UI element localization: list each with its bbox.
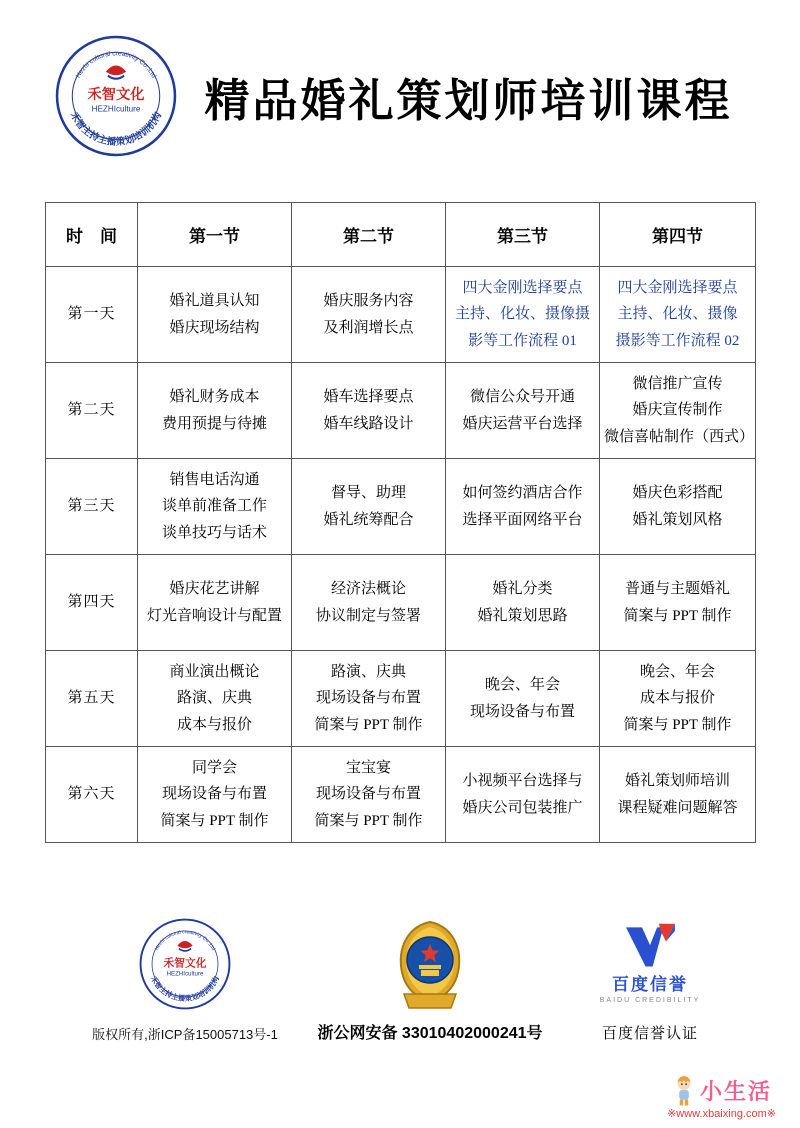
course-cell	[600, 459, 756, 555]
course-line: 婚礼策划风格	[632, 511, 723, 528]
logo-name-cn: 禾智文化	[163, 957, 207, 970]
course-line: 简案与 PPT 制作	[314, 812, 423, 829]
course-cell	[292, 267, 446, 363]
course-line: 现场设备与布置	[315, 690, 421, 707]
course-line: 谈单技巧与话术	[161, 524, 267, 541]
mascot-icon	[671, 1074, 697, 1106]
day-label: 第六天	[46, 747, 138, 843]
course-line: 课程疑难问题解答	[617, 799, 738, 816]
course-line: 商业演出概论	[169, 664, 260, 681]
table-row	[46, 747, 756, 843]
course-cell	[292, 651, 446, 747]
course-line: 谈单前准备工作	[161, 498, 267, 515]
logo-ring-text-bottom: 禾智主持主播策划培训机构	[148, 974, 222, 1003]
course-line: 现场设备与布置	[469, 703, 575, 720]
baidu-cert-text: 百度信誉认证	[601, 1025, 698, 1042]
course-table	[45, 202, 756, 843]
table-row	[46, 651, 756, 747]
course-line: 主持、化妆、摄像	[617, 306, 738, 323]
course-line: 成本与报价	[176, 716, 252, 733]
course-cell	[292, 363, 446, 459]
day-label: 第三天	[46, 459, 138, 555]
icp-copyright-text: 版权所有,浙ICP备15005713号-1	[92, 1027, 278, 1042]
course-line: 婚庆公司包装推广	[462, 799, 583, 816]
course-line: 婚庆花艺讲解	[169, 581, 260, 598]
course-cell	[446, 555, 600, 651]
course-line: 微信推广宣传	[632, 376, 723, 393]
course-line: 婚庆运营平台选择	[462, 415, 583, 432]
course-cell	[446, 651, 600, 747]
course-cell	[138, 363, 292, 459]
company-logo-icon	[139, 918, 231, 1010]
course-line: 婚礼策划师培训	[624, 773, 730, 790]
page-footer	[0, 918, 800, 1043]
course-line: 经济法概论	[330, 581, 406, 598]
course-cell	[446, 459, 600, 555]
col-header-section3: 第三节	[446, 203, 600, 267]
col-header-section2: 第二节	[292, 203, 446, 267]
col-header-time: 时 间	[46, 203, 138, 267]
table-row	[46, 555, 756, 651]
table-header-row	[46, 203, 756, 267]
footer-police-block	[305, 918, 555, 1043]
course-line: 简案与 PPT 制作	[160, 812, 269, 829]
course-line: 现场设备与布置	[315, 786, 421, 803]
logo-name-en: HEZHIculture	[166, 970, 204, 978]
course-line: 选择平面网络平台	[462, 511, 583, 528]
course-line: 婚礼道具认知	[169, 293, 260, 310]
course-line: 如何签约酒店合作	[462, 485, 583, 502]
logo-ring-text-top: Hezhi cultural creativity Co.,Ltd	[74, 50, 158, 80]
course-line: 协议制定与签署	[315, 607, 421, 624]
table-row	[46, 267, 756, 363]
course-line: 婚礼分类	[492, 581, 553, 598]
course-line: 现场设备与布置	[161, 786, 267, 803]
course-line: 婚庆色彩搭配	[632, 485, 723, 502]
page-header	[0, 35, 800, 157]
police-filing-text: 浙公网安备 33010402000241号	[317, 1025, 543, 1042]
watermark-site-name: 小生活	[700, 1078, 773, 1104]
day-label: 第一天	[46, 267, 138, 363]
course-line: 四大金刚选择要点	[462, 280, 583, 297]
day-label: 第五天	[46, 651, 138, 747]
course-cell	[600, 747, 756, 843]
course-line: 四大金刚选择要点	[617, 280, 738, 297]
course-line: 同学会	[191, 760, 237, 777]
course-line: 宝宝宴	[345, 760, 391, 777]
course-line: 晚会、年会	[639, 664, 715, 681]
course-cell	[138, 651, 292, 747]
course-line: 婚庆宣传制作	[632, 402, 723, 419]
course-line: 婚庆服务内容	[323, 293, 414, 310]
course-line: 销售电话沟通	[169, 472, 260, 489]
logo-name-en: HEZHIculture	[91, 104, 141, 114]
course-line: 简案与 PPT 制作	[314, 716, 423, 733]
course-cell	[600, 267, 756, 363]
course-line: 微信公众号开通	[469, 389, 575, 406]
course-cell	[138, 459, 292, 555]
course-line: 摄影等工作流程 02	[615, 332, 740, 349]
course-cell	[138, 267, 292, 363]
logo-ring-text-bottom: 禾智主持主播策划培训机构	[67, 110, 165, 149]
baidu-name-cn: 百度信誉	[612, 975, 688, 994]
col-header-section1: 第一节	[138, 203, 292, 267]
course-line: 简案与 PPT 制作	[623, 716, 732, 733]
course-line: 简案与 PPT 制作	[623, 607, 732, 624]
course-line: 婚车选择要点	[323, 389, 414, 406]
police-badge-icon	[390, 918, 470, 1010]
company-logo-icon	[55, 35, 177, 157]
watermark-site-url: ※www.xbaixing.com※	[667, 1108, 776, 1120]
page-title: 精品婚礼策划师培训课程	[204, 74, 733, 126]
logo-ring-text-top: Hezhi cultural creativity Co.,Ltd	[153, 929, 217, 952]
footer-copyright-block	[70, 918, 300, 1043]
baidu-credibility-icon	[623, 922, 677, 970]
course-line: 婚礼财务成本	[169, 389, 260, 406]
course-line: 婚礼策划思路	[477, 607, 568, 624]
course-table-body	[46, 267, 756, 843]
course-line: 影等工作流程 01	[468, 332, 577, 349]
course-line: 灯光音响设计与配置	[146, 607, 282, 624]
course-line: 婚车线路设计	[323, 415, 414, 432]
course-line: 成本与报价	[639, 690, 715, 707]
logo-name-cn: 禾智文化	[87, 87, 145, 104]
course-cell	[292, 747, 446, 843]
footer-baidu-block	[560, 918, 740, 1043]
day-label: 第二天	[46, 363, 138, 459]
course-line: 小视频平台选择与	[462, 773, 583, 790]
course-line: 主持、化妆、摄像摄	[454, 306, 590, 323]
course-line: 督导、助理	[330, 485, 406, 502]
col-header-section4: 第四节	[600, 203, 756, 267]
baidu-name-en: BAIDU CREDIBILITY	[599, 997, 701, 1004]
course-cell	[292, 459, 446, 555]
site-watermark	[667, 1074, 776, 1120]
table-row	[46, 459, 756, 555]
course-line: 婚庆现场结构	[169, 319, 260, 336]
course-line: 路演、庆典	[176, 690, 252, 707]
course-cell	[600, 555, 756, 651]
course-cell	[600, 363, 756, 459]
table-row	[46, 363, 756, 459]
course-cell	[138, 747, 292, 843]
course-line: 婚礼统筹配合	[323, 511, 414, 528]
course-line: 及利润增长点	[323, 319, 414, 336]
course-cell	[138, 555, 292, 651]
course-cell	[446, 363, 600, 459]
course-line: 晚会、年会	[484, 677, 560, 694]
course-line: 路演、庆典	[330, 664, 406, 681]
course-cell	[600, 651, 756, 747]
course-line: 普通与主题婚礼	[624, 581, 730, 598]
course-line: 微信喜帖制作（西式）	[604, 428, 755, 445]
course-cell	[446, 267, 600, 363]
course-cell	[292, 555, 446, 651]
day-label: 第四天	[46, 555, 138, 651]
course-line: 费用预提与待摊	[161, 415, 267, 432]
course-cell	[446, 747, 600, 843]
